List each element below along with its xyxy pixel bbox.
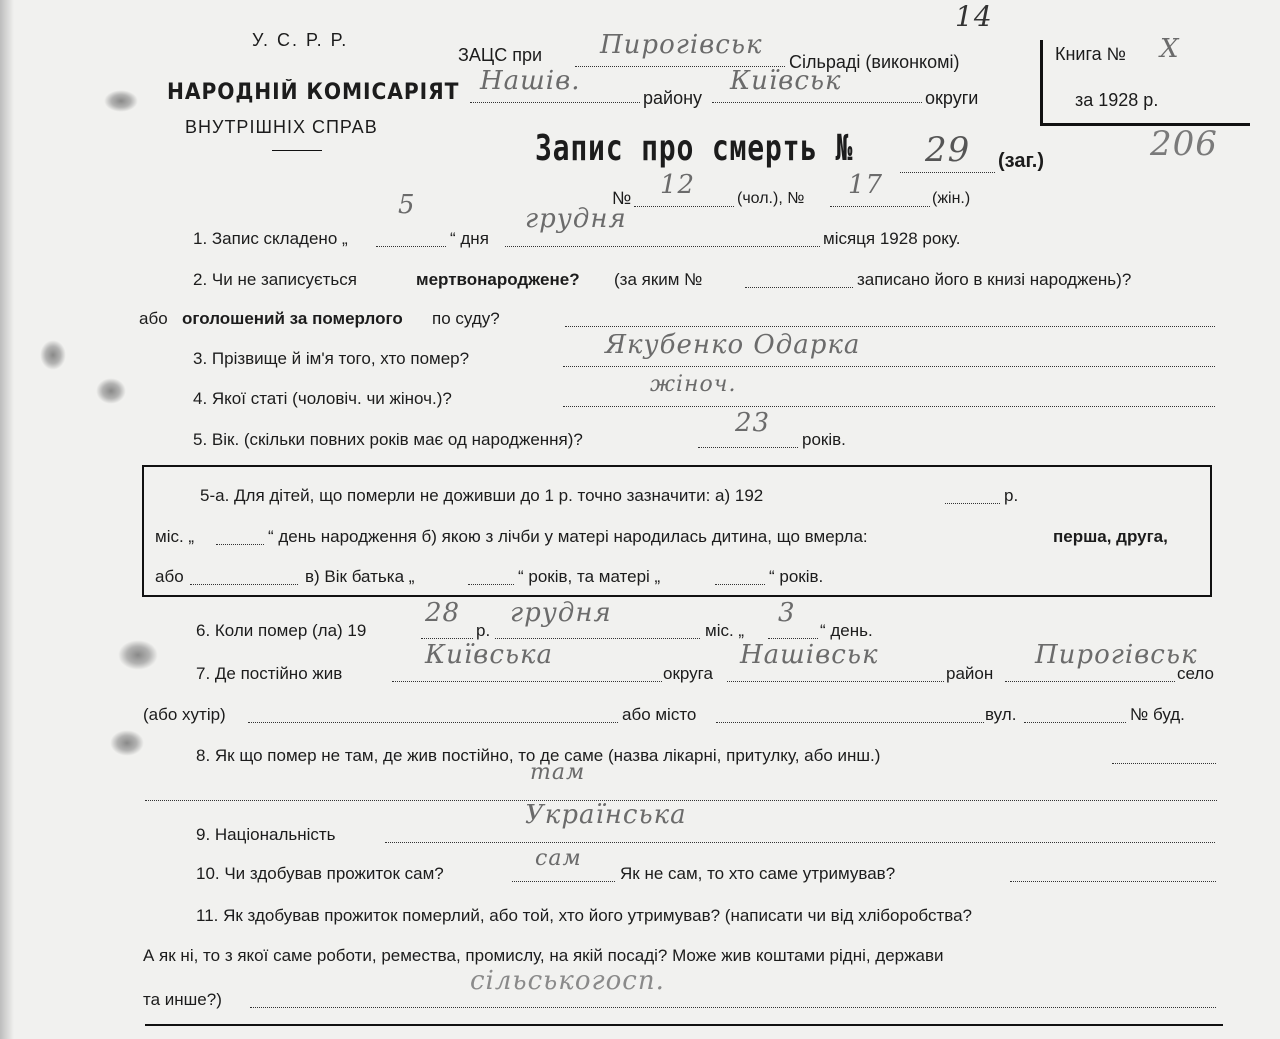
f2-stillborn: мертвонароджене? <box>416 270 580 289</box>
okrugy-label: округи <box>925 88 979 108</box>
page-spine-shadow <box>0 0 14 1039</box>
f5a-year-r: р. <box>1004 486 1019 505</box>
f7-street-line <box>1024 722 1126 723</box>
f5a-order-line <box>190 584 298 585</box>
okruga-line <box>712 102 922 103</box>
f7-city: або місто <box>622 705 697 724</box>
f6-year-line <box>421 638 473 639</box>
f6-day-line <box>768 638 818 639</box>
f7-label: 7. Де постійно жив <box>196 664 343 683</box>
f10-label: 10. Чи здобував прожиток сам? <box>196 864 444 883</box>
zhin-number: 17 <box>848 170 884 200</box>
sex-value: жіноч. <box>650 372 737 397</box>
f3-label: 3. Прізвище й ім'я того, хто помер? <box>193 349 470 368</box>
chol-line <box>634 206 734 207</box>
f5a-years: “ років. <box>769 567 824 586</box>
f11-label-3: та инше?) <box>143 990 222 1009</box>
ink-blot <box>96 378 126 404</box>
f6-day-label: “ день. <box>820 621 873 640</box>
raion-label: району <box>643 88 703 108</box>
ink-blot <box>110 730 144 756</box>
f5a-father-age: в) Вік батька „ <box>305 567 415 586</box>
f7-khutir-line <box>248 722 618 723</box>
f1-month-line <box>505 246 820 247</box>
f1-day: 5 <box>398 190 416 220</box>
f5a-month: міс. „ <box>155 527 195 546</box>
f7-city-line <box>716 722 984 723</box>
f6-label: 6. Коли помер (ла) 19 <box>196 621 367 640</box>
ussr-label: У. С. Р. Р. <box>252 30 349 50</box>
commissariat-label: НАРОДНІЙ КОМІСАРІЯТ <box>167 80 460 105</box>
f2-declared-dead: оголошений за померлого <box>182 309 403 328</box>
death-month: грудня <box>510 598 612 628</box>
ink-blot <box>118 640 158 670</box>
f11-label: 11. Як здобував прожиток померлий, або той, хто його утримував? (написати чи від хліборобства? <box>196 906 972 925</box>
f5a-line2: “ день народження б) якою з лічби у матері народилась дитина, що вмерла: <box>268 527 868 546</box>
okruga-value: Київськ <box>730 66 842 96</box>
f7-selo-label: село <box>1177 664 1214 683</box>
f5a-year-line <box>945 503 1000 504</box>
f2-number-line <box>745 287 853 288</box>
f9-line <box>385 842 1215 843</box>
raion-value: Нашів. <box>480 66 581 96</box>
f7-okruga-line <box>392 681 662 682</box>
f1-label: 1. Запис складено „ <box>193 229 348 248</box>
lived-okruga: Київська <box>425 640 554 670</box>
lived-raion: Нашівськ <box>740 640 879 670</box>
header-rule <box>272 150 322 151</box>
chol-label: (чол.), № <box>737 190 805 207</box>
f1-day-label: “ дня <box>450 229 489 248</box>
raion-line <box>470 102 640 103</box>
death-year: 28 <box>425 598 461 628</box>
f11-label-2: А як ні, то з якої саме роботи, ремества, промислу, на якій посаді? Може жив коштами рідні, держави <box>143 946 944 965</box>
f10-self-line <box>512 881 615 882</box>
f6-r: р. <box>476 621 491 640</box>
f8-label: 8. Як що помер не там, де жив постійно, то де саме (назва лікарні, притулку, або инш.) <box>196 746 881 765</box>
corner-number: 206 <box>1150 124 1218 164</box>
f7-okruga-label: округа <box>663 664 713 683</box>
f5a-day-line <box>216 544 264 545</box>
bottom-rule <box>145 1024 1223 1026</box>
zag-label: (заг.) <box>998 150 1045 172</box>
zags-label: ЗАЦС при <box>458 45 543 65</box>
f2-birthbook-label: записано його в книзі народжень)? <box>857 270 1132 289</box>
f5a-mother-age: “ років, та матері „ <box>518 567 661 586</box>
f2-or: або <box>139 309 168 328</box>
f5a-first-second: перша, друга, <box>1053 527 1168 546</box>
deceased-name: Якубенко Одарка <box>605 330 861 360</box>
f5a-mother-line <box>715 584 765 585</box>
f7-selo-line <box>1005 681 1175 682</box>
book-label: Книга № <box>1055 44 1126 64</box>
died-where-value: там <box>530 760 586 785</box>
f2-by-court: по суду? <box>432 309 500 328</box>
f2-court-line <box>565 326 1215 327</box>
death-day: 3 <box>778 598 796 628</box>
zhin-label: (жін.) <box>932 190 971 207</box>
book-year: за 1928 р. <box>1075 90 1159 110</box>
age-value: 23 <box>735 408 771 438</box>
f4-line <box>563 406 1215 407</box>
village-council-label: Сільраді (виконкомі) <box>789 52 960 72</box>
f7-khutir: (або хутір) <box>143 705 226 724</box>
f1-year-label: місяця 1928 року. <box>823 229 961 248</box>
f7-raion-line <box>727 681 944 682</box>
book-number: Х <box>1160 34 1180 64</box>
f6-month-line <box>495 638 700 639</box>
f11-line <box>250 1007 1216 1008</box>
book-box-bottom <box>1040 123 1250 126</box>
chol-number: 12 <box>660 170 696 200</box>
f10-who-line <box>1010 881 1216 882</box>
f9-label: 9. Національність <box>196 825 336 844</box>
f4-label: 4. Якої статі (чоловіч. чи жіноч.)? <box>193 389 452 408</box>
f5a-or: або <box>155 567 184 586</box>
f1-month: грудня <box>525 204 627 234</box>
ink-blot <box>40 340 66 370</box>
f5-line <box>698 447 798 448</box>
f7-street: вул. <box>985 705 1017 724</box>
f2-label: 2. Чи не записується <box>193 270 357 289</box>
ink-blot <box>104 90 138 112</box>
page-number: 14 <box>955 0 993 33</box>
f5a-father-line <box>468 584 514 585</box>
f3-line <box>563 366 1215 367</box>
f5a-line1: 5-а. Для дітей, що померли не доживши до 1 р. точно зазначити: а) 192 <box>200 486 764 505</box>
f10-who-label: Як не сам, то хто саме утримував? <box>620 864 896 883</box>
f5-label: 5. Вік. (скільки повних років має од народження)? <box>193 430 583 449</box>
record-title: Запис про смерть № <box>535 128 854 169</box>
f8-line-end <box>1112 763 1216 764</box>
lived-selo: Пирогівськ <box>1035 640 1198 670</box>
record-number: 29 <box>925 130 971 170</box>
f6-month-label: міс. „ <box>705 621 745 640</box>
f7-raion-label: район <box>946 664 994 683</box>
f2-number-label: (за яким № <box>614 270 703 289</box>
f7-building: № буд. <box>1130 705 1185 724</box>
book-box-border <box>1040 40 1044 126</box>
f1-day-line <box>376 246 446 247</box>
f5-years: років. <box>802 430 846 449</box>
record-number-line <box>900 172 995 173</box>
internal-affairs-label: ВНУТРІШНІХ СПРАВ <box>185 117 378 137</box>
zhin-line <box>830 206 930 207</box>
village-council-value: Пирогівськ <box>600 30 763 60</box>
occupation-value: сільськогосп. <box>470 966 665 996</box>
chol-no-label: № <box>612 188 632 208</box>
self-supported-value: сам <box>535 846 582 871</box>
nationality-value: Українська <box>525 800 687 830</box>
